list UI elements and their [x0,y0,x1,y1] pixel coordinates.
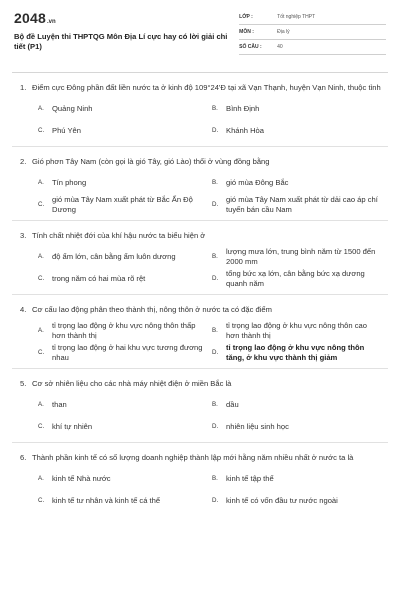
question-text: Cơ cấu lao động phân theo thành thị, nông thôn ở nước ta có đặc điểm [32,305,272,314]
options [14,246,386,290]
option-letter: B. [212,253,218,260]
meta-value: Địa lý [277,29,290,35]
header-left [14,8,239,72]
options [14,172,386,216]
option-text: dầu [226,400,239,409]
option-letter: D. [212,497,219,504]
question-5 [14,369,386,443]
option-a[interactable] [38,320,212,342]
question-number: 6. [20,453,27,462]
option-letter: D. [212,349,219,356]
meta-value: 40 [277,44,283,50]
question-text: Gió phơn Tây Nam (còn gọi là gió Tây, gió Lào) thổi ở vùng đồng bằng [32,157,270,166]
option-text: than [52,400,67,409]
option-b[interactable] [212,468,386,490]
question-3 [14,221,386,295]
option-b[interactable] [212,172,386,194]
site-logo[interactable] [14,10,239,26]
option-c[interactable] [38,416,212,438]
option-text: Phú Yên [52,126,81,135]
question-text: Cơ sở nhiên liệu cho các nhà máy nhiệt điện ở miền Bắc là [32,379,232,388]
question-2 [14,147,386,221]
option-letter: C. [38,127,45,134]
question-text: Tính chất nhiệt đới của khí hậu nước ta biểu hiện ở [32,231,206,240]
option-text: tỉ trọng lao động ở khu vực nông thôn tăng, ở khu vực thành thị giảm [226,343,365,362]
option-text: tỉ trọng lao động ở hai khu vực tương đương nhau [52,343,203,362]
option-text: kinh tế tập thể [226,474,274,483]
option-text: gió mùa Tây Nam xuất phát từ Bắc Ấn Độ Dương [52,195,193,214]
options [14,320,386,364]
question-text: Thành phần kinh tế có số lượng doanh nghiệp thành lập mới hằng năm nhiều nhất ở nước ta là [32,453,354,462]
option-a[interactable] [38,468,212,490]
option-a[interactable] [38,246,212,268]
option-letter: C. [38,349,45,356]
option-letter: A. [38,253,44,260]
option-c[interactable] [38,490,212,512]
option-b[interactable] [212,320,386,342]
option-text: Khánh Hòa [226,126,264,135]
option-letter: A. [38,401,44,408]
question-4 [14,295,386,369]
page-title: Bộ đề Luyện thi THPTQG Môn Địa Lí cực hay có lời giải chi tiết (P1) [14,32,228,51]
option-text: tổng bức xạ lớn, cân bằng bức xạ dương quanh năm [226,269,365,288]
option-letter: D. [212,201,219,208]
option-text: nhiên liệu sinh học [226,422,289,431]
option-b[interactable] [212,98,386,120]
option-a[interactable] [38,394,212,416]
meta-label: SỐ CÂU : [239,44,262,50]
question-text: Điểm cực Đông phần đất liền nước ta ở kinh độ 109°24'Đ tại xã Vạn Thạnh, huyện Vạn Ninh, thuộc tỉnh [32,83,381,92]
option-letter: C. [38,275,45,282]
options [14,394,386,438]
option-text: Bình Định [226,104,260,113]
option-text: kinh tế Nhà nước [52,474,111,483]
option-letter: C. [38,201,45,208]
option-letter: D. [212,127,219,134]
option-text: trong năm có hai mùa rõ rệt [52,274,146,283]
meta-label: LỚP : [239,14,253,20]
question-6 [14,443,386,512]
logo-tld: .vn [46,19,56,25]
option-letter: A. [38,327,44,334]
option-letter: B. [212,475,218,482]
question-number: 3. [20,231,27,240]
option-letter: D. [212,275,219,282]
option-c[interactable] [38,268,212,290]
option-b[interactable] [212,394,386,416]
option-a[interactable] [38,98,212,120]
options [14,468,386,512]
meta-label: MÔN : [239,29,254,35]
question-number: 1. [20,83,27,92]
option-d[interactable] [212,120,386,142]
option-text: độ ẩm lớn, cân bằng ẩm luôn dương [52,252,176,261]
meta-row-subject [239,25,386,40]
option-text: tỉ trọng lao động ở khu vực nông thôn thấp hơn thành thị [52,321,196,340]
question-number: 4. [20,305,27,314]
question-number: 2. [20,157,27,166]
meta-row-count [239,40,386,55]
option-letter: B. [212,401,218,408]
option-c[interactable] [38,120,212,142]
option-text: Quảng Ninh [52,104,93,113]
header [14,8,386,72]
meta-row-class [239,10,386,25]
option-text: gió mùa Tây Nam xuất phát từ dải cao áp chí tuyến bán cầu Nam [226,195,378,214]
option-letter: C. [38,423,45,430]
option-c[interactable] [38,342,212,364]
option-text: kinh tế có vốn đầu tư nước ngoài [226,496,338,505]
option-text: Tín phong [52,178,87,187]
question-1 [14,73,386,147]
option-text: gió mùa Đông Bắc [226,178,289,187]
option-a[interactable] [38,172,212,194]
option-text: tỉ trọng lao động ở khu vực nông thôn cao hơn thành thị [226,321,367,340]
option-b[interactable] [212,246,386,268]
option-letter: C. [38,497,45,504]
option-letter: B. [212,327,218,334]
options [14,98,386,142]
option-letter: A. [38,179,44,186]
question-number: 5. [20,379,27,388]
option-d[interactable] [212,194,386,216]
option-letter: A. [38,475,44,482]
option-text: khí tự nhiên [52,422,93,431]
option-c[interactable] [38,194,212,216]
option-text: kinh tế tư nhân và kinh tế cá thể [52,496,161,505]
option-d[interactable] [212,268,386,290]
meta-value: Tốt nghiệp THPT [277,14,316,20]
option-letter: A. [38,105,44,112]
option-d[interactable] [212,490,386,512]
option-letter: B. [212,179,218,186]
logo-text: 2048 [14,10,46,26]
meta-box [239,8,386,72]
option-d[interactable] [212,416,386,438]
option-d-correct[interactable] [212,342,386,364]
option-letter: B. [212,105,218,112]
option-text: lượng mưa lớn, trung bình năm từ 1500 đến 2000 mm [226,247,376,266]
option-letter: D. [212,423,219,430]
